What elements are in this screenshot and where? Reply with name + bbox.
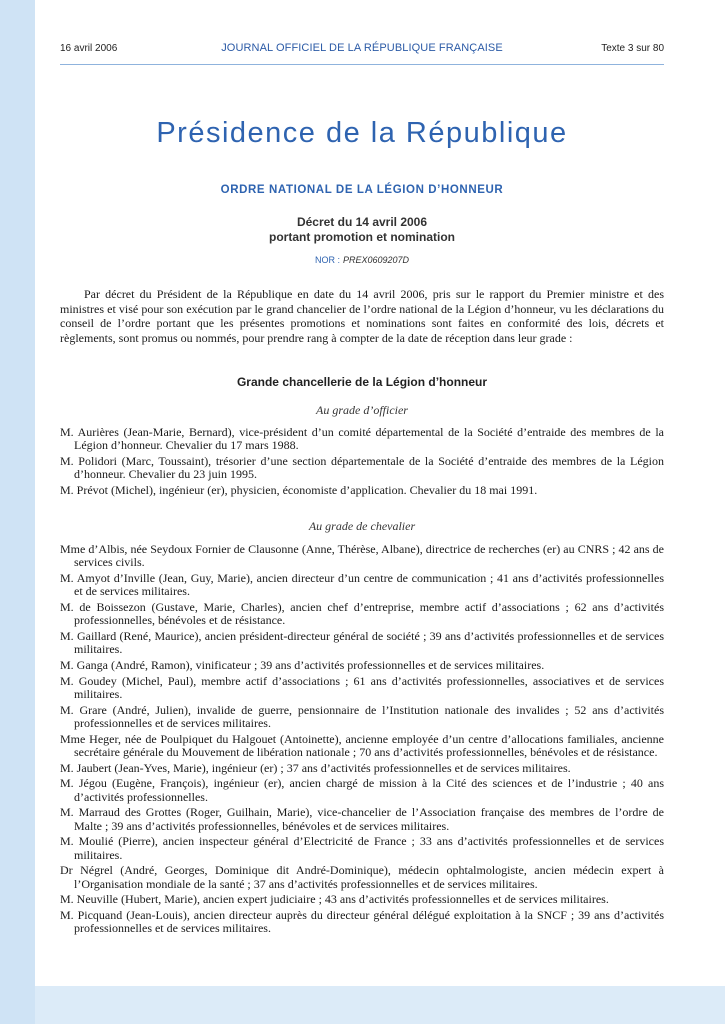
list-item: M. Marraud des Grottes (Roger, Guilhain, Marie), vice-chancelier de l’Association française des membres de l’ordre de Malte ; 39 ans d’activités professionnelles, bénévoles et de services militaires. bbox=[60, 805, 664, 833]
grade-officier-heading: Au grade d’officier bbox=[316, 403, 408, 417]
header-text-counter: Texte 3 sur 80 bbox=[601, 43, 664, 54]
list-item: M. de Boissezon (Gustave, Marie, Charles), ancien chef d’entreprise, membre actif d’associations ; 62 ans d’activités professionnelles, bénévoles et de résistance. bbox=[60, 600, 664, 628]
bottom-margin-band bbox=[35, 986, 725, 1024]
nor-reference bbox=[60, 255, 664, 265]
header-journal-title: JOURNAL OFFICIEL DE LA RÉPUBLIQUE FRANÇAISE bbox=[221, 42, 503, 54]
decree-line-1: Décret du 14 avril 2006 bbox=[296, 215, 428, 229]
list-item: M. Aurières (Jean-Marie, Bernard), vice-président d’un comité départemental de la Société d’entraide des membres de la Légion d’honneur. Chevalier du 17 mars 1988. bbox=[60, 425, 664, 453]
list-item: M. Goudey (Michel, Paul), membre actif d’associations ; 61 ans d’activités professionnelles, associatives et de services militaires. bbox=[60, 673, 664, 701]
grade-chevalier-heading: Au grade de chevalier bbox=[308, 519, 416, 533]
page-title: Présidence de la République bbox=[156, 117, 568, 149]
list-item: M. Gaillard (René, Maurice), ancien président-directeur général de société ; 39 ans d’activités professionnelles et de services militaires. bbox=[60, 629, 664, 657]
nor-label: NOR : bbox=[314, 255, 340, 265]
order-heading: ORDRE NATIONAL DE LA LÉGION D’HONNEUR bbox=[220, 184, 504, 196]
header-rule bbox=[60, 64, 664, 65]
officier-list bbox=[60, 426, 664, 500]
list-item: M. Jaubert (Jean-Yves, Marie), ingénieur (er) ; 37 ans d’activités professionnelles et de services militaires. bbox=[60, 760, 571, 775]
left-margin-strip bbox=[0, 0, 35, 1024]
list-item: M. Amyot d’Inville (Jean, Guy, Marie), ancien directeur d’un centre de communication ; 41 ans d’activités professionnelles et de services militaires. bbox=[60, 571, 664, 599]
list-item: M. Neuville (Hubert, Marie), ancien expert judiciaire ; 43 ans d’activités professionnelles et de services militaires. bbox=[60, 892, 609, 907]
page-header bbox=[60, 43, 664, 57]
list-item: M. Picquand (Jean-Louis), ancien directeur auprès du directeur général délégué exploitation à la SNCF ; 39 ans d’activités professionnelles et de services militaires. bbox=[60, 907, 664, 936]
decree-heading bbox=[60, 215, 664, 245]
decree-line-2: portant promotion et nomination bbox=[269, 230, 455, 244]
list-item: Mme Heger, née de Poulpiquet du Halgouet (Antoinette), ancienne employée d’un centre d’allocations familiales, ancienne secrétaire générale du Mouvement de libération nationale ; 70 ans d’activités professionnelles, bénévoles et de résistance. bbox=[60, 731, 664, 759]
header-date: 16 avril 2006 bbox=[60, 43, 118, 54]
section-heading: Grande chancellerie de la Légion d’honneur bbox=[236, 375, 488, 389]
list-item: M. Polidori (Marc, Toussaint), trésorier d’une section départementale de la Société d’entraide des membres de la Légion d’honneur. Chevalier du 23 juin 1995. bbox=[60, 454, 664, 482]
intro-paragraph: Par décret du Président de la République en date du 14 avril 2006, pris sur le rapport du Premier ministre et des ministres et visé pour son exécution par le grand chancelier de l’ordre national de la Légion d’honneur, vu les déclarations du conseil de l’ordre portant que les présentes promotions et nominations sont faites en conformité des lois, décrets et règlements, sont promus ou nommés, pour prendre rang à compter de la date de réception dans leur grade : bbox=[60, 287, 664, 345]
list-item: M. Grare (André, Julien), invalide de guerre, pensionnaire de l’Institution nationale des invalides ; 52 ans d’activités professionnelles et de services militaires. bbox=[60, 702, 664, 730]
list-item: Dr Négrel (André, Georges, Dominique dit André-Dominique), médecin ophtalmologiste, ancien médecin expert à l’Organisation mondiale de la santé ; 37 ans d’activités professionnelles et de services militaires. bbox=[60, 863, 664, 891]
nor-value: PREX0609207D bbox=[342, 255, 410, 265]
list-item: M. Ganga (André, Ramon), vinificateur ; 39 ans d’activités professionnelles et de services militaires. bbox=[60, 658, 545, 672]
chevalier-list bbox=[60, 543, 664, 938]
list-item: Mme d’Albis, née Seydoux Fornier de Clausonne (Anne, Thérèse, Albane), directrice de recherches (er) au CNRS ; 42 ans de services civils. bbox=[60, 542, 664, 570]
list-item: M. Jégou (Eugène, François), ingénieur (er), ancien chargé de mission à la Cité des sciences et de l’industrie ; 40 ans d’activités professionnelles. bbox=[60, 776, 664, 804]
list-item: M. Prévot (Michel), ingénieur (er), physicien, économiste d’application. Chevalier du 18 mai 1991. bbox=[60, 483, 538, 497]
list-item: M. Moulié (Pierre), ancien inspecteur général d’Electricité de France ; 33 ans d’activités professionnelles et de services militaires. bbox=[60, 834, 664, 862]
